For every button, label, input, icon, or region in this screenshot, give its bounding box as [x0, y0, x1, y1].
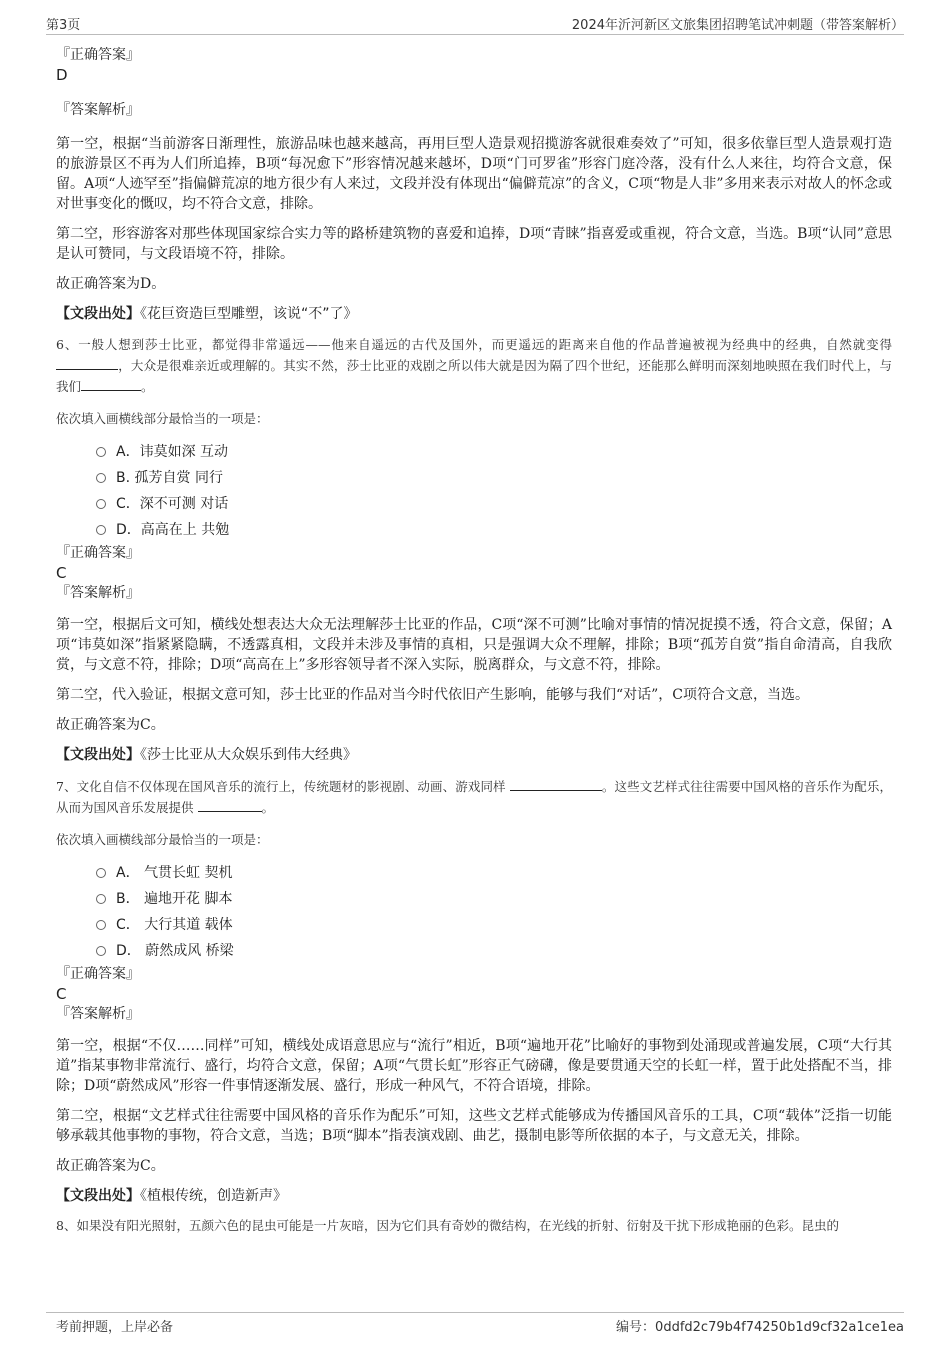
source-label: 【文段出处】	[56, 747, 140, 763]
answer-value: D	[56, 66, 68, 84]
fill-blank	[81, 376, 141, 391]
analysis-paragraph: 第一空，根据“不仅……同样”可知，横线处成语意思应与“流行”相近，B项“遍地开花”比喻好的事物到处涌现或普遍发展，C项“大行其道”指某事物非常流行、盛行，均符合文意，保留；A项“气贯长虹”形容正气磅礴，像是要贯通天空的长虹一样，置于此处搭配不当，排除；D项“蔚然成风”形容一件事情逐渐发展、盛行，形成一种风气，不符合语境，排除。	[56, 1038, 892, 1094]
footer-slogan: 考前押题，上岸必备	[56, 1320, 174, 1335]
conclusion: 故正确答案为D。	[56, 276, 166, 292]
question-prompt: 依次填入画横线部分最恰当的一项是：	[56, 411, 269, 426]
document-id: 编号：0ddfd2c79b4f74250b1d9cf32a1ce1ea	[616, 1320, 904, 1335]
option-a[interactable]	[96, 860, 892, 886]
radio-icon[interactable]	[96, 447, 106, 457]
option-b[interactable]	[96, 465, 892, 491]
analysis-label: 『答案解析』	[56, 102, 140, 118]
answer-label: 『正确答案』	[56, 545, 140, 561]
conclusion: 故正确答案为C。	[56, 717, 165, 733]
option-c[interactable]	[96, 912, 892, 938]
radio-icon[interactable]	[96, 525, 106, 535]
question-text: 。	[261, 800, 275, 815]
analysis-paragraph: 第一空，根据后文可知，横线处想表达大众无法理解莎士比亚的作品，C项“深不可测”比喻对事情的情况捉摸不透，符合文意，保留；A项“讳莫如深”指紧紧隐瞒，不透露真相，文段并未涉及事情的真相，只是强调大众不理解，排除；B项“孤芳自赏”指自命清高，自我欣赏，与文意不符，排除；D项“高高在上”多形容领导者不深入实际，脱离群众，与文意不符，排除。	[56, 617, 892, 673]
question-text: 6、一般人想到莎士比亚，都觉得非常遥远——他来自遥远的古代及国外，而更遥远的距离来自他的作品普遍被视为经典中的经典，自然就变得	[56, 337, 892, 352]
analysis-paragraph: 第一空，根据“当前游客日渐理性，旅游品味也越来越高，再用巨型人造景观招揽游客就很难奏效了”可知，很多依靠巨型人造景观打造的旅游景区不再为人们所追捧，B项“每况愈下”形容情况越来越坏，D项“门可罗雀”形容门庭冷落，没有什么人来往，均符合文意，保留。A项“人迹罕至”指偏僻荒凉的地方很少有人来过，文段并没有体现出“偏僻荒凉”的含义，C项“物是人非”多用来表示对故人的怀念或对世事变化的慨叹，均不符合文意，排除。	[56, 136, 892, 212]
option-label: B． 遍地开花 脚本	[116, 891, 233, 907]
question-text: ，大众是很难亲近或理解的。其实不然，莎士比亚的戏剧之所以伟大就是因为隔了四个世纪，还能那么鲜明而深刻地映照在我们时代上，与我们	[56, 358, 892, 394]
fill-blank	[56, 355, 118, 370]
radio-icon[interactable]	[96, 920, 106, 930]
answer-label: 『正确答案』	[56, 47, 140, 63]
option-b[interactable]	[96, 886, 892, 912]
radio-icon[interactable]	[96, 894, 106, 904]
question-text: 。这些文艺样式往往需要中国风格的音乐作为配乐，从而为国风音乐发展提供	[56, 779, 892, 815]
answer-value: C	[56, 564, 67, 582]
analysis-label: 『答案解析』	[56, 1006, 140, 1022]
question-6-text	[56, 335, 892, 397]
question-7-text	[56, 776, 892, 818]
document-title: 2024年沂河新区文旅集团招聘笔试冲刺题（带答案解析）	[571, 18, 904, 33]
option-d[interactable]	[96, 938, 892, 964]
option-d[interactable]	[96, 517, 892, 543]
analysis-paragraph: 第二空，代入验证，根据文意可知，莎士比亚的作品对当今时代依旧产生影响，能够与我们“对话”，C项符合文意，当选。	[56, 687, 810, 703]
option-label: B. 孤芳自赏 同行	[116, 470, 223, 486]
option-label: A．讳莫如深 互动	[116, 444, 229, 460]
fill-blank	[510, 776, 602, 791]
option-label: C． 大行其道 载体	[116, 917, 233, 933]
radio-icon[interactable]	[96, 499, 106, 509]
radio-icon[interactable]	[96, 868, 106, 878]
source-title: 《植根传统，创造新声》	[140, 1188, 287, 1204]
answer-value: C	[56, 985, 67, 1003]
option-a[interactable]	[96, 439, 892, 465]
radio-icon[interactable]	[96, 946, 106, 956]
page-header	[46, 12, 904, 35]
option-c[interactable]	[96, 491, 892, 517]
page-number: 第3页	[46, 18, 81, 33]
radio-icon[interactable]	[96, 473, 106, 483]
question-8-text: 8、如果没有阳光照射，五颜六色的昆虫可能是一片灰暗，因为它们具有奇妙的微结构，在光线的折射、衍射及干扰下形成艳丽的色彩。昆虫的	[56, 1218, 839, 1233]
option-label: D．高高在上 共勉	[116, 522, 230, 538]
options-list	[56, 860, 892, 964]
question-text: 。	[141, 379, 154, 394]
fill-blank	[198, 797, 262, 812]
question-prompt: 依次填入画横线部分最恰当的一项是：	[56, 832, 269, 847]
source-title: 《花巨资造巨型雕塑，该说“不”了》	[140, 306, 358, 322]
options-list	[56, 439, 892, 543]
option-label: C．深不可测 对话	[116, 496, 229, 512]
answer-label: 『正确答案』	[56, 966, 140, 982]
source-line	[56, 745, 892, 765]
analysis-paragraph: 第二空，形容游客对那些体现国家综合实力等的路桥建筑物的喜爱和追捧，D项“青睐”指喜爱或重视，符合文意，当选。B项“认同”意思是认可赞同，与文段语境不符，排除。	[56, 226, 892, 262]
conclusion: 故正确答案为C。	[56, 1158, 165, 1174]
page-footer	[46, 1312, 904, 1335]
source-title: 《莎士比亚从大众娱乐到伟大经典》	[140, 747, 357, 763]
source-line	[56, 1186, 892, 1206]
question-text: 7、文化自信不仅体现在国风音乐的流行上，传统题材的影视剧、动画、游戏同样	[56, 779, 506, 794]
source-line	[56, 304, 892, 324]
document-content	[56, 45, 892, 1236]
option-label: A． 气贯长虹 契机	[116, 865, 233, 881]
source-label: 【文段出处】	[56, 1188, 140, 1204]
option-label: D． 蔚然成风 桥梁	[116, 943, 234, 959]
analysis-label: 『答案解析』	[56, 585, 140, 601]
analysis-paragraph: 第二空，根据“文艺样式往往需要中国风格的音乐作为配乐”可知，这些文艺样式能够成为传播国风音乐的工具，C项“载体”泛指一切能够承载其他事物的事物，符合文意，当选；B项“脚本”指表演戏剧、曲艺，摄制电影等所依据的本子，与文意无关，排除。	[56, 1108, 892, 1144]
source-label: 【文段出处】	[56, 306, 140, 322]
